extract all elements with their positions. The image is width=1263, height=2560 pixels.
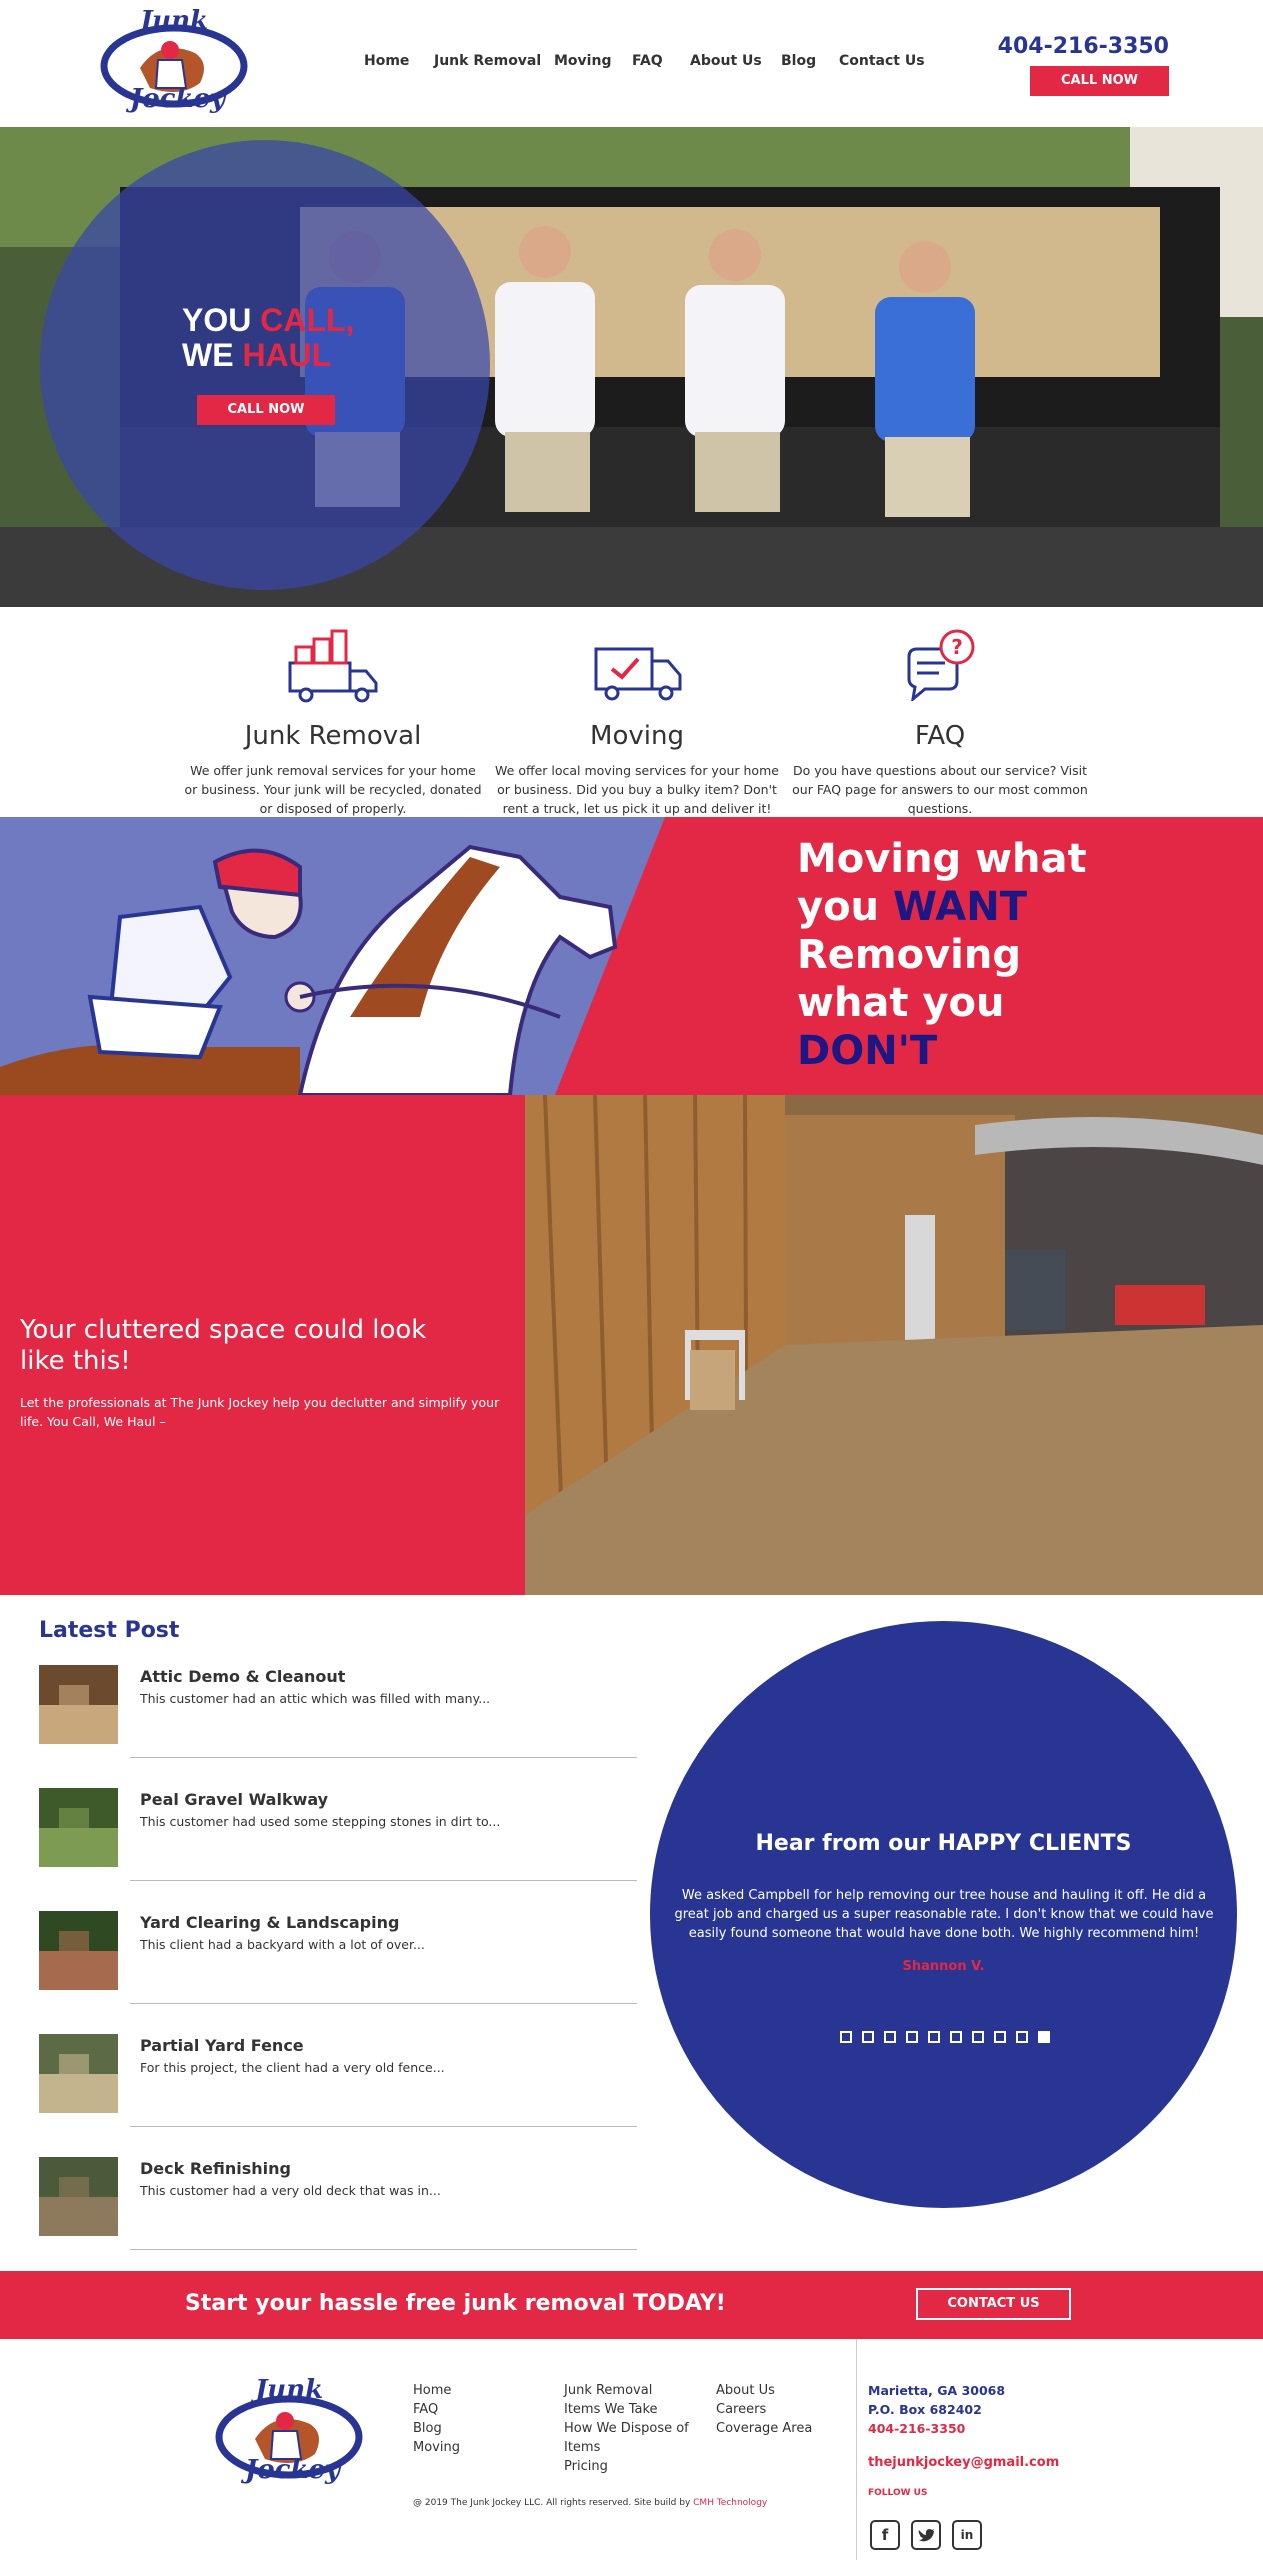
post-excerpt: This customer had an attic which was filled with many... <box>140 1691 491 1706</box>
post-excerpt: This client had a backyard with a lot of over... <box>140 1937 425 1952</box>
band-line1: Moving what <box>797 836 1087 882</box>
footer-col2 <box>564 2381 704 2476</box>
post-thumbnail[interactable] <box>39 1911 118 1990</box>
latest-posts <box>0 1595 650 2271</box>
footer-link-faq[interactable]: FAQ <box>413 2402 439 2417</box>
hero-section <box>0 127 1263 607</box>
band-line2a: you <box>797 884 893 930</box>
clutter-text: Let the professionals at The Junk Jockey help you declutter and simplify your life. You Call, We Haul – <box>20 1395 500 1429</box>
testimonial-circle <box>650 1621 1237 2208</box>
service-title: FAQ <box>914 721 966 751</box>
post-divider <box>130 1757 637 1758</box>
logo-text-top: Junk <box>140 6 209 36</box>
carousel-dot[interactable] <box>928 2031 940 2043</box>
service-title: Junk Removal <box>244 721 422 751</box>
carousel-dot[interactable] <box>950 2031 962 2043</box>
post-divider <box>130 2003 637 2004</box>
testimonial-dots <box>840 2031 1060 2045</box>
social-facebook[interactable] <box>870 2520 900 2550</box>
nav-blog[interactable]: Blog <box>781 53 817 69</box>
footer-link-junk-removal[interactable]: Junk Removal <box>564 2383 653 2398</box>
carousel-dot[interactable] <box>1038 2031 1050 2043</box>
footer-logo[interactable] <box>215 2375 363 2489</box>
nav-faq[interactable]: FAQ <box>632 53 663 69</box>
post-thumbnail[interactable] <box>39 2157 118 2236</box>
twitter-icon <box>913 2522 939 2548</box>
svg-text:?: ? <box>951 635 963 659</box>
truck-boxes-icon <box>286 627 380 703</box>
hero-headline <box>182 303 354 373</box>
hero-call-now-button[interactable]: CALL NOW <box>197 395 335 425</box>
footer-link-pricing[interactable]: Pricing <box>564 2459 608 2474</box>
footer-link-careers[interactable]: Careers <box>716 2402 767 2417</box>
footer-link-blog[interactable]: Blog <box>413 2421 442 2436</box>
jockey-illustration <box>0 817 800 1095</box>
post-divider <box>130 2126 637 2127</box>
footer-link-items-we-take[interactable]: Items We Take <box>564 2402 658 2417</box>
carousel-dot[interactable] <box>1016 2031 1028 2043</box>
footer-email[interactable]: thejunkjockey@gmail.com <box>868 2455 1060 2470</box>
post-title[interactable]: Deck Refinishing <box>140 2159 291 2178</box>
footer-link-moving[interactable]: Moving <box>413 2440 460 2455</box>
footer-logo-top: Junk <box>255 2375 324 2405</box>
copyright-text: @ 2019 The Junk Jockey LLC. All rights reserved. Site build by <box>413 2498 694 2508</box>
services-section <box>0 607 1263 817</box>
nav-home[interactable]: Home <box>364 53 410 69</box>
logo[interactable] <box>100 8 248 118</box>
service-desc: Do you have questions about our service? Visit our FAQ page for answers to our most common questions. <box>792 763 1088 816</box>
post-title[interactable]: Partial Yard Fence <box>140 2036 304 2055</box>
hero-you: YOU <box>182 302 261 338</box>
testimonial-author: Shannon V. <box>902 1959 985 1974</box>
footer-po-box: P.O. Box 682402 <box>868 2402 982 2417</box>
cta-bar <box>0 2271 1263 2339</box>
linkedin-icon: in <box>960 2528 974 2542</box>
post-title[interactable]: Peal Gravel Walkway <box>140 1790 329 1809</box>
post-title[interactable]: Attic Demo & Cleanout <box>140 1667 346 1686</box>
post-divider <box>130 1880 637 1881</box>
contact-us-button[interactable]: CONTACT US <box>916 2288 1071 2320</box>
footer-address: Marietta, GA 30068 <box>868 2383 1006 2398</box>
header-call-now-button[interactable]: CALL NOW <box>1030 66 1169 96</box>
band-line3: Removing <box>797 932 1021 978</box>
post-thumbnail[interactable] <box>39 2034 118 2113</box>
footer-contact <box>868 2381 1068 2503</box>
jockey-banner <box>0 817 1263 1095</box>
post-thumbnail[interactable] <box>39 1665 118 1744</box>
footer-divider <box>856 2339 857 2560</box>
post-divider <box>130 2249 637 2250</box>
post-title[interactable]: Yard Clearing & Landscaping <box>140 1913 400 1932</box>
carousel-dot[interactable] <box>994 2031 1006 2043</box>
post-excerpt: This customer had used some stepping stones in dirt to... <box>140 1814 501 1829</box>
nav-contact-us[interactable]: Contact Us <box>839 53 925 69</box>
band-dont: DON'T <box>797 1028 938 1074</box>
site-footer <box>0 2339 1263 2560</box>
hero-haul: HAUL <box>242 337 332 373</box>
service-desc: We offer local moving services for your home or business. Did you buy a bulky item? Don't rent a truck, let us pick it up and deliver it! <box>495 763 779 816</box>
band-headline <box>797 835 1117 1075</box>
delivery-truck-icon <box>592 645 684 703</box>
nav-moving[interactable]: Moving <box>554 53 612 69</box>
social-linkedin[interactable] <box>952 2520 982 2550</box>
header-phone[interactable]: 404-216-3350 <box>997 34 1169 59</box>
testimonial-heading: Hear from our HAPPY CLIENTS <box>755 1831 1132 1856</box>
carousel-dot[interactable] <box>884 2031 896 2043</box>
post-excerpt: For this project, the client had a very old fence... <box>140 2060 445 2075</box>
nav-junk-removal[interactable]: Junk Removal <box>434 53 542 69</box>
carousel-dot[interactable] <box>840 2031 852 2043</box>
footer-link-about[interactable]: About Us <box>716 2383 775 2398</box>
logo-text-bottom: Jockey <box>130 84 226 114</box>
carousel-dot[interactable] <box>862 2031 874 2043</box>
band-line4: what you <box>797 980 1005 1026</box>
footer-col3 <box>716 2381 856 2438</box>
footer-follow-label: FOLLOW US <box>868 2488 928 2498</box>
credit-link[interactable]: CMH Technology <box>693 2498 768 2508</box>
footer-copyright <box>413 2498 767 2508</box>
clutter-section <box>0 1095 525 1595</box>
carousel-dot[interactable] <box>906 2031 918 2043</box>
site-header <box>0 0 1263 127</box>
facebook-icon: f <box>881 2526 889 2544</box>
nav-about-us[interactable]: About Us <box>690 53 762 69</box>
footer-phone[interactable]: 404-216-3350 <box>868 2421 966 2436</box>
latest-post-heading: Latest Post <box>39 1618 180 1643</box>
post-thumbnail[interactable] <box>39 1788 118 1867</box>
footer-link-home[interactable]: Home <box>413 2383 452 2398</box>
faq-chat-icon <box>905 629 977 701</box>
service-title: Moving <box>590 721 684 751</box>
footer-logo-bottom: Jockey <box>245 2455 341 2485</box>
post-excerpt: This customer had a very old deck that was in... <box>140 2183 441 2198</box>
carousel-dot[interactable] <box>972 2031 984 2043</box>
testimonial-quote: We asked Campbell for help removing our tree house and hauling it off. He did a great job and charged us a super reasonable rate. I don't know that we could have easily found someone that would have done both. We highly recommend him! <box>674 1888 1214 1941</box>
service-desc: We offer junk removal services for your home or business. Your junk will be recycled, donated or disposed of properly. <box>184 763 482 816</box>
hero-call: CALL, <box>260 302 355 338</box>
footer-link-dispose[interactable]: How We Dispose of Items <box>564 2421 689 2455</box>
band-want: WANT <box>892 884 1028 930</box>
garage-photo <box>525 1095 1263 1595</box>
cta-text: Start your hassle free junk removal TODAY! <box>185 2291 726 2316</box>
social-twitter[interactable] <box>911 2520 941 2550</box>
footer-col1 <box>413 2381 543 2457</box>
clutter-heading: Your cluttered space could look like this! <box>20 1315 427 1376</box>
hero-we: WE <box>182 337 243 373</box>
footer-link-coverage[interactable]: Coverage Area <box>716 2421 813 2436</box>
